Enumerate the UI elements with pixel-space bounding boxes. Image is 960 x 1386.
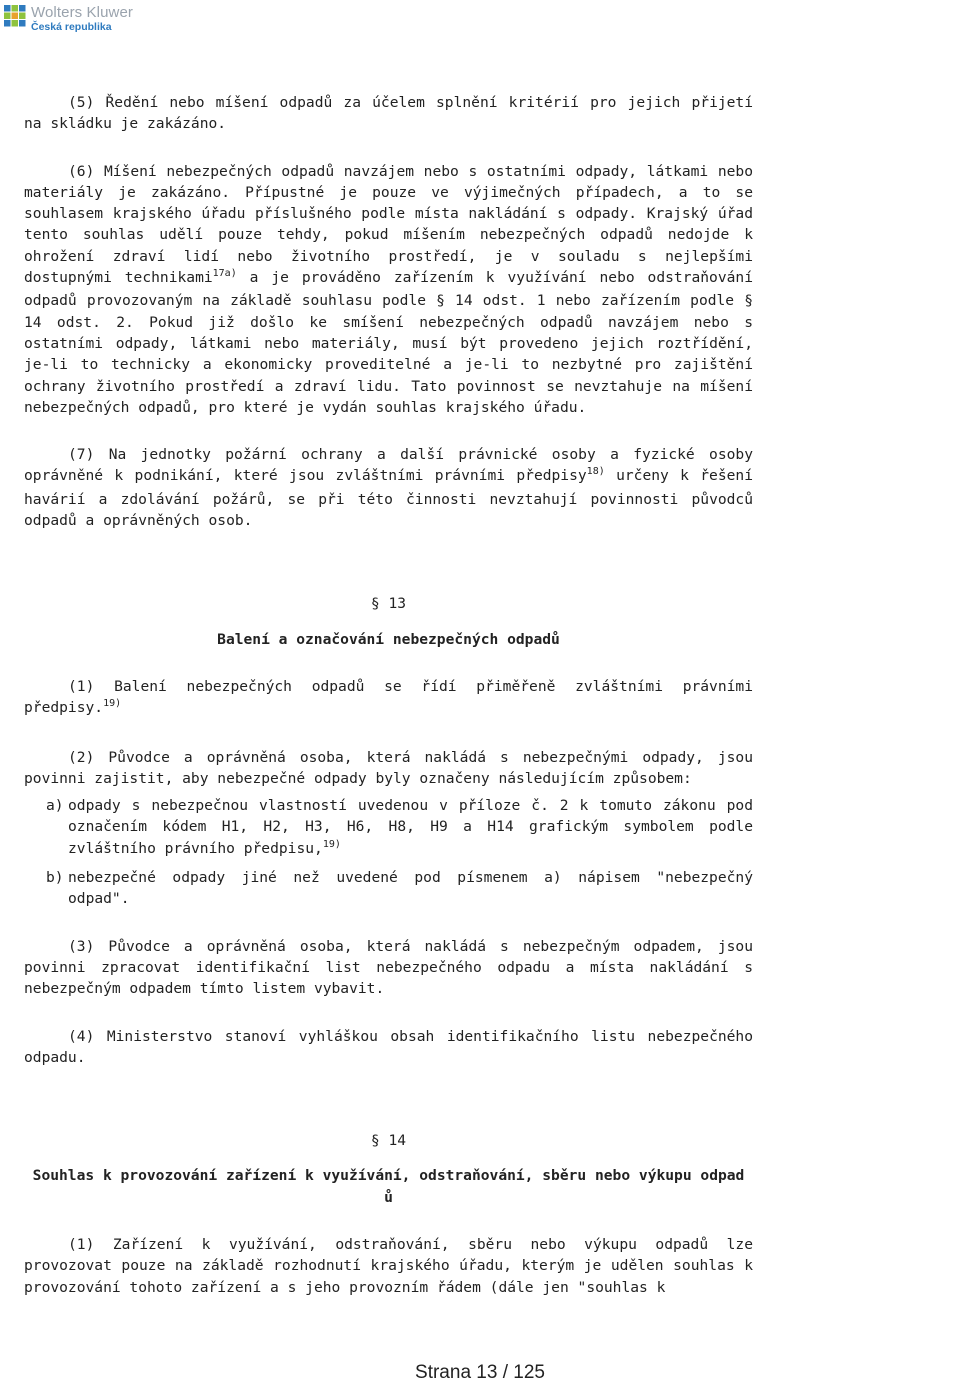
section-14-title: Souhlas k provozování zařízení k využívání, odstraňování, sběru nebo výkupu odpad ů xyxy=(32,1167,745,1206)
list-item-label: a) xyxy=(46,797,64,815)
footnote-ref-18[interactable]: 18) xyxy=(586,466,605,478)
section-13-paragraph-2: (2) Původce a oprávněná osoba, která nakládá s nebezpečnými odpady, jsou povinni zajistit, aby nebezpečné odpady byly označeny následujícím způsobem: xyxy=(24,748,753,787)
logo-region: Česká republika xyxy=(31,21,112,33)
paragraph-6: (6) Míšení nebezpečných odpadů navzájem nebo s ostatními odpady, látkami nebo materiály je zakázáno. Přípustné je pouze ve výjimečných případech, a to se souhlasem krajského úřadu příslušného podle místa nakládání s odpady. Krajský úřad tento souhlas udělí pouze tehdy, pokud míšením nebezpečných odpadů nedojde k ohrožení zdraví lidí nebo životního prostředí, je v souladu s nejlepšími dostupnými technikami$^{17a)}$ a je prováděno zařízením k využívání nebo odstraňování odpadů provozovaným na základě souhlasu podle § 14 odst. 1 nebo zařízením podle § 14 odst. 2. Pokud již došlo ke smíšení nebezpečných odpadů navzájem nebo s ostatními odpady, látkami nebo materiály, musí být provedeno jejich roztřídění, je-li to technicky a ekonomicky proveditelné a je-li to nezbytné pro zajištění ochrany životního prostředí a zdraví lidu. Tato povinnost se nevztahuje na míšení nebezpečných odpadů, pro které je vydán souhlas krajského úřadu. xyxy=(24,162,753,416)
list-item-a: a) odpady s nebezpečnou vlastností uvedenou v příloze č. 2 k tomuto zákonu pod označením kódem H1, H2, H3, H6, H8, H9 a H14 grafickým symbolem podle zvláštního právního předpisu,$^{19)}$ xyxy=(46,795,753,861)
section-13-paragraph-3: (3) Původce a oprávněná osoba, která nakládá s nebezpečným odpadem, jsou povinni zpracovat identifikační list nebezpečného odpadu a místa nakládání s nebezpečným odpadem tímto listem vybavit. xyxy=(24,937,753,998)
section-14-paragraph-1: (1) Zařízení k využívání, odstraňování, sběru nebo výkupu odpadů lze provozovat pouze na základě rozhodnutí krajského úřadu, kterým je udělen souhlas k provozování tohoto zařízení a s jeho provozním řádem (dále jen "souhlas k xyxy=(24,1235,753,1296)
footnote-ref-19[interactable]: 19) xyxy=(103,698,122,710)
paragraph-5: (5) Ředění nebo míšení odpadů za účelem splnění kritérií pro jejich přijetí na skládku je zakázáno. xyxy=(24,94,753,133)
page-number: Strana 13 / 125 xyxy=(415,1362,545,1383)
publisher-logo xyxy=(4,4,133,33)
section-13-paragraph-1: (1) Balení nebezpečných odpadů se řídí přiměřeně zvláštními právními předpisy.$^{19)}$ xyxy=(24,677,753,717)
list-item-b: b) nebezpečné odpady jiné než uvedené pod písmenem a) nápisem "nebezpečný odpad". xyxy=(46,867,753,910)
logo-brand-name: Wolters Kluwer xyxy=(31,4,133,21)
section-13-paragraph-4: (4) Ministerstvo stanoví vyhláškou obsah identifikačního listu nebezpečného odpadu. xyxy=(24,1027,753,1066)
paragraph-7: (7) Na jednotky požární ochrany a další právnické osoby a fyzické osoby oprávněné k podnikání, které jsou zvláštními právními předpisy$^{18)}$ určeny k řešení havárií a zdolávání požárů, se při této činnosti nevztahují povinnosti původců odpadů a oprávněných osob. xyxy=(24,446,753,530)
section-13-number: § 13 xyxy=(370,595,407,613)
section-13-title: Balení a označování nebezpečných odpadů xyxy=(217,630,560,648)
wolters-kluwer-logo-icon xyxy=(4,5,26,27)
footnote-ref-17a[interactable]: 17a) xyxy=(212,268,237,280)
section-14-number: § 14 xyxy=(370,1132,407,1150)
footnote-ref-19[interactable]: 19) xyxy=(322,838,341,850)
list-item-label: b) xyxy=(46,869,64,887)
document-body xyxy=(24,92,753,1324)
